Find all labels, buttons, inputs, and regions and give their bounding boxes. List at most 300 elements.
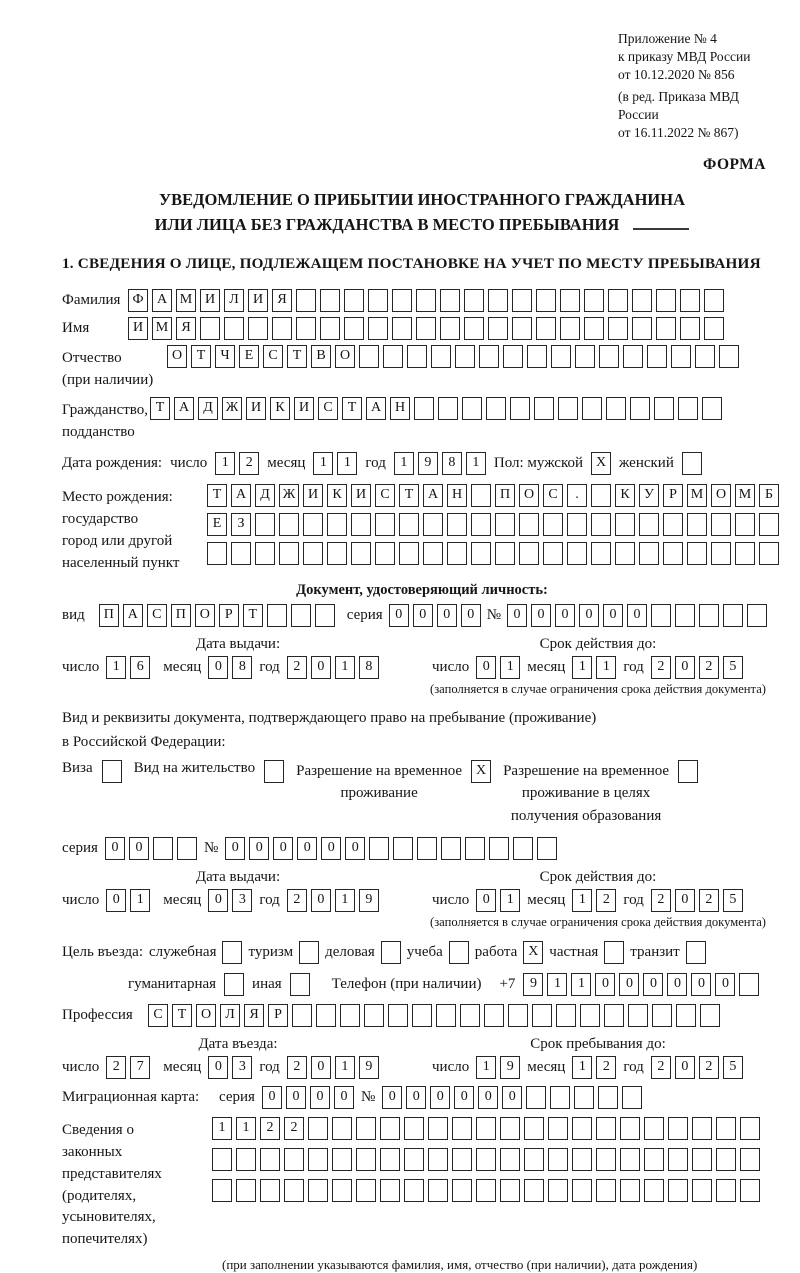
char-cell[interactable]: 1 [335,889,355,912]
char-cell[interactable]: 0 [105,837,125,860]
char-cell[interactable] [464,317,484,340]
char-cell[interactable]: 1 [500,889,520,912]
char-cell[interactable] [556,1004,576,1027]
char-cell[interactable]: 2 [239,452,259,475]
char-cell[interactable]: Т [287,345,307,368]
char-cell[interactable] [699,604,719,627]
char-cell[interactable] [264,760,284,783]
char-cell[interactable]: 5 [723,1056,743,1079]
char-cell[interactable]: 0 [595,973,615,996]
char-cell[interactable] [392,317,412,340]
char-cell[interactable] [608,317,628,340]
char-cell[interactable] [303,513,323,536]
char-cell[interactable]: Я [176,317,196,340]
char-cell[interactable] [551,345,571,368]
char-cell[interactable]: Ж [222,397,242,420]
char-cell[interactable]: С [543,484,563,507]
char-cell[interactable] [332,1148,352,1171]
char-cell[interactable]: 1 [571,973,591,996]
char-cell[interactable]: 0 [430,1086,450,1109]
char-cell[interactable] [359,345,379,368]
char-cell[interactable] [716,1179,736,1202]
char-cell[interactable] [682,452,702,475]
char-cell[interactable] [519,513,539,536]
char-cell[interactable] [608,289,628,312]
char-cell[interactable] [668,1148,688,1171]
char-cell[interactable] [369,837,389,860]
char-cell[interactable]: Р [268,1004,288,1027]
char-cell[interactable]: 0 [262,1086,282,1109]
char-cell[interactable] [428,1148,448,1171]
char-cell[interactable] [303,542,323,565]
char-cell[interactable]: 1 [335,656,355,679]
char-cell[interactable]: 0 [675,656,695,679]
char-cell[interactable]: Р [663,484,683,507]
char-cell[interactable]: 1 [335,1056,355,1079]
char-cell[interactable] [735,542,755,565]
char-cell[interactable]: 0 [507,604,527,627]
char-cell[interactable] [455,345,475,368]
char-cell[interactable] [462,397,482,420]
char-cell[interactable]: 1 [466,452,486,475]
char-cell[interactable]: 1 [130,889,150,912]
char-cell[interactable] [368,289,388,312]
char-cell[interactable]: 1 [313,452,333,475]
char-cell[interactable] [236,1148,256,1171]
char-cell[interactable] [495,513,515,536]
char-cell[interactable] [222,941,242,964]
char-cell[interactable] [356,1148,376,1171]
char-cell[interactable]: 0 [345,837,365,860]
char-cell[interactable]: И [303,484,323,507]
char-cell[interactable] [500,1148,520,1171]
char-cell[interactable] [332,1117,352,1140]
char-cell[interactable]: Л [224,289,244,312]
char-cell[interactable]: М [176,289,196,312]
char-cell[interactable] [711,542,731,565]
char-cell[interactable]: 2 [596,1056,616,1079]
char-cell[interactable] [663,513,683,536]
char-cell[interactable]: 0 [691,973,711,996]
char-cell[interactable] [723,604,743,627]
char-cell[interactable]: 2 [284,1117,304,1140]
char-cell[interactable] [153,837,173,860]
char-cell[interactable] [296,317,316,340]
char-cell[interactable]: Я [244,1004,264,1027]
char-cell[interactable] [604,941,624,964]
char-cell[interactable]: Т [207,484,227,507]
char-cell[interactable] [740,1117,760,1140]
char-cell[interactable] [572,1117,592,1140]
char-cell[interactable] [500,1117,520,1140]
char-cell[interactable] [716,1148,736,1171]
char-cell[interactable] [550,1086,570,1109]
char-cell[interactable] [231,542,251,565]
char-cell[interactable] [644,1148,664,1171]
char-cell[interactable] [512,317,532,340]
char-cell[interactable] [567,513,587,536]
char-cell[interactable]: 0 [667,973,687,996]
char-cell[interactable] [327,513,347,536]
char-cell[interactable] [224,317,244,340]
char-cell[interactable]: О [519,484,539,507]
char-cell[interactable]: Т [243,604,263,627]
char-cell[interactable] [452,1117,472,1140]
char-cell[interactable] [488,289,508,312]
char-cell[interactable] [632,289,652,312]
char-cell[interactable] [308,1148,328,1171]
char-cell[interactable]: И [128,317,148,340]
char-cell[interactable]: 2 [651,1056,671,1079]
char-cell[interactable]: X [523,941,543,964]
char-cell[interactable] [591,484,611,507]
char-cell[interactable] [534,397,554,420]
char-cell[interactable] [471,513,491,536]
char-cell[interactable]: А [366,397,386,420]
char-cell[interactable] [440,289,460,312]
char-cell[interactable] [308,1117,328,1140]
char-cell[interactable] [716,1117,736,1140]
char-cell[interactable]: А [174,397,194,420]
char-cell[interactable]: З [231,513,251,536]
char-cell[interactable] [524,1148,544,1171]
char-cell[interactable]: Т [150,397,170,420]
char-cell[interactable] [464,289,484,312]
char-cell[interactable] [414,397,434,420]
char-cell[interactable] [526,1086,546,1109]
char-cell[interactable]: О [195,604,215,627]
char-cell[interactable]: 1 [572,1056,592,1079]
char-cell[interactable]: О [335,345,355,368]
char-cell[interactable] [381,941,401,964]
char-cell[interactable] [284,1148,304,1171]
char-cell[interactable]: Н [390,397,410,420]
char-cell[interactable]: 0 [675,1056,695,1079]
char-cell[interactable] [344,317,364,340]
char-cell[interactable] [207,542,227,565]
char-cell[interactable] [513,837,533,860]
char-cell[interactable] [656,289,676,312]
char-cell[interactable] [663,542,683,565]
char-cell[interactable] [632,317,652,340]
char-cell[interactable]: К [615,484,635,507]
char-cell[interactable] [431,345,451,368]
char-cell[interactable]: 3 [232,1056,252,1079]
char-cell[interactable] [567,542,587,565]
char-cell[interactable]: Д [255,484,275,507]
char-cell[interactable] [584,289,604,312]
char-cell[interactable]: 0 [286,1086,306,1109]
char-cell[interactable] [327,542,347,565]
char-cell[interactable]: О [196,1004,216,1027]
char-cell[interactable]: И [351,484,371,507]
char-cell[interactable]: 0 [502,1086,522,1109]
char-cell[interactable] [224,973,244,996]
char-cell[interactable] [623,345,643,368]
char-cell[interactable]: А [152,289,172,312]
char-cell[interactable] [380,1117,400,1140]
char-cell[interactable]: 6 [130,656,150,679]
char-cell[interactable] [447,513,467,536]
char-cell[interactable] [356,1179,376,1202]
char-cell[interactable] [344,289,364,312]
char-cell[interactable]: 1 [476,1056,496,1079]
char-cell[interactable] [580,1004,600,1027]
char-cell[interactable] [692,1148,712,1171]
char-cell[interactable] [510,397,530,420]
char-cell[interactable] [320,317,340,340]
char-cell[interactable]: 2 [106,1056,126,1079]
char-cell[interactable]: 2 [287,889,307,912]
char-cell[interactable] [299,941,319,964]
char-cell[interactable]: 0 [129,837,149,860]
char-cell[interactable] [340,1004,360,1027]
char-cell[interactable] [704,289,724,312]
char-cell[interactable] [692,1117,712,1140]
char-cell[interactable] [596,1117,616,1140]
char-cell[interactable] [519,542,539,565]
char-cell[interactable]: 0 [208,1056,228,1079]
char-cell[interactable] [620,1117,640,1140]
char-cell[interactable]: 2 [699,1056,719,1079]
char-cell[interactable]: 1 [236,1117,256,1140]
char-cell[interactable]: 2 [596,889,616,912]
char-cell[interactable] [687,542,707,565]
char-cell[interactable] [678,760,698,783]
char-cell[interactable]: 0 [382,1086,402,1109]
char-cell[interactable]: Е [239,345,259,368]
char-cell[interactable] [536,317,556,340]
char-cell[interactable]: 0 [555,604,575,627]
char-cell[interactable]: 0 [627,604,647,627]
char-cell[interactable] [582,397,602,420]
char-cell[interactable] [417,837,437,860]
char-cell[interactable]: 0 [643,973,663,996]
char-cell[interactable]: 0 [297,837,317,860]
char-cell[interactable] [260,1148,280,1171]
char-cell[interactable] [438,397,458,420]
char-cell[interactable] [548,1117,568,1140]
char-cell[interactable] [428,1179,448,1202]
char-cell[interactable]: 0 [310,1086,330,1109]
char-cell[interactable]: Т [399,484,419,507]
char-cell[interactable]: 0 [311,889,331,912]
char-cell[interactable] [255,542,275,565]
char-cell[interactable] [615,513,635,536]
char-cell[interactable] [416,289,436,312]
char-cell[interactable] [399,542,419,565]
char-cell[interactable]: 0 [406,1086,426,1109]
char-cell[interactable]: 8 [442,452,462,475]
char-cell[interactable]: 0 [106,889,126,912]
char-cell[interactable] [536,289,556,312]
char-cell[interactable]: 0 [311,1056,331,1079]
char-cell[interactable] [488,317,508,340]
char-cell[interactable] [620,1179,640,1202]
char-cell[interactable] [680,289,700,312]
char-cell[interactable]: П [495,484,515,507]
char-cell[interactable]: 0 [208,889,228,912]
char-cell[interactable]: Е [207,513,227,536]
char-cell[interactable] [620,1148,640,1171]
char-cell[interactable]: 1 [596,656,616,679]
char-cell[interactable] [644,1179,664,1202]
char-cell[interactable]: 0 [249,837,269,860]
char-cell[interactable]: М [152,317,172,340]
char-cell[interactable] [428,1117,448,1140]
char-cell[interactable] [200,317,220,340]
char-cell[interactable]: 0 [334,1086,354,1109]
char-cell[interactable] [668,1179,688,1202]
char-cell[interactable]: 0 [579,604,599,627]
char-cell[interactable] [702,397,722,420]
char-cell[interactable] [524,1179,544,1202]
char-cell[interactable] [628,1004,648,1027]
char-cell[interactable] [656,317,676,340]
char-cell[interactable]: 0 [476,656,496,679]
char-cell[interactable] [255,513,275,536]
char-cell[interactable]: 1 [337,452,357,475]
char-cell[interactable]: X [591,452,611,475]
char-cell[interactable] [412,1004,432,1027]
char-cell[interactable]: Т [172,1004,192,1027]
char-cell[interactable] [591,513,611,536]
char-cell[interactable]: Р [219,604,239,627]
char-cell[interactable] [177,837,197,860]
char-cell[interactable]: 0 [603,604,623,627]
char-cell[interactable]: 0 [715,973,735,996]
char-cell[interactable] [695,345,715,368]
char-cell[interactable]: 1 [500,656,520,679]
char-cell[interactable] [527,345,547,368]
char-cell[interactable] [423,542,443,565]
char-cell[interactable]: 1 [394,452,414,475]
char-cell[interactable]: Л [220,1004,240,1027]
char-cell[interactable] [572,1179,592,1202]
char-cell[interactable] [639,542,659,565]
char-cell[interactable]: Д [198,397,218,420]
char-cell[interactable]: А [123,604,143,627]
char-cell[interactable] [711,513,731,536]
char-cell[interactable] [692,1179,712,1202]
char-cell[interactable] [584,317,604,340]
char-cell[interactable] [368,317,388,340]
char-cell[interactable]: А [423,484,443,507]
char-cell[interactable] [479,345,499,368]
char-cell[interactable] [292,1004,312,1027]
char-cell[interactable]: С [375,484,395,507]
char-cell[interactable]: 3 [232,889,252,912]
char-cell[interactable]: И [246,397,266,420]
char-cell[interactable] [548,1148,568,1171]
char-cell[interactable] [308,1179,328,1202]
char-cell[interactable]: 0 [273,837,293,860]
char-cell[interactable] [512,289,532,312]
char-cell[interactable]: С [318,397,338,420]
char-cell[interactable]: 0 [413,604,433,627]
char-cell[interactable] [500,1179,520,1202]
char-cell[interactable]: П [99,604,119,627]
char-cell[interactable] [447,542,467,565]
char-cell[interactable]: 0 [437,604,457,627]
char-cell[interactable] [630,397,650,420]
char-cell[interactable] [296,289,316,312]
char-cell[interactable] [575,345,595,368]
char-cell[interactable] [740,1179,760,1202]
char-cell[interactable] [739,973,759,996]
char-cell[interactable] [320,289,340,312]
char-cell[interactable] [719,345,739,368]
char-cell[interactable] [441,837,461,860]
char-cell[interactable] [543,513,563,536]
char-cell[interactable] [747,604,767,627]
char-cell[interactable] [380,1179,400,1202]
char-cell[interactable]: Ч [215,345,235,368]
char-cell[interactable]: С [148,1004,168,1027]
char-cell[interactable] [332,1179,352,1202]
char-cell[interactable] [440,317,460,340]
char-cell[interactable]: А [231,484,251,507]
char-cell[interactable]: 9 [418,452,438,475]
char-cell[interactable] [486,397,506,420]
char-cell[interactable] [392,289,412,312]
char-cell[interactable]: 8 [359,656,379,679]
char-cell[interactable]: 2 [260,1117,280,1140]
char-cell[interactable] [596,1148,616,1171]
char-cell[interactable] [622,1086,642,1109]
char-cell[interactable] [495,542,515,565]
char-cell[interactable] [416,317,436,340]
char-cell[interactable] [560,317,580,340]
char-cell[interactable]: О [711,484,731,507]
char-cell[interactable] [315,604,335,627]
char-cell[interactable]: . [567,484,587,507]
char-cell[interactable]: 2 [699,656,719,679]
char-cell[interactable] [686,941,706,964]
char-cell[interactable]: 0 [531,604,551,627]
char-cell[interactable] [599,345,619,368]
char-cell[interactable] [680,317,700,340]
char-cell[interactable] [383,345,403,368]
char-cell[interactable] [212,1148,232,1171]
char-cell[interactable]: Ж [279,484,299,507]
char-cell[interactable] [759,513,779,536]
char-cell[interactable]: 8 [232,656,252,679]
char-cell[interactable]: В [311,345,331,368]
char-cell[interactable] [476,1117,496,1140]
char-cell[interactable]: 1 [572,656,592,679]
char-cell[interactable] [380,1148,400,1171]
char-cell[interactable] [272,317,292,340]
char-cell[interactable]: 1 [215,452,235,475]
char-cell[interactable] [471,484,491,507]
char-cell[interactable]: 0 [461,604,481,627]
char-cell[interactable] [740,1148,760,1171]
char-cell[interactable] [452,1179,472,1202]
char-cell[interactable] [284,1179,304,1202]
char-cell[interactable] [604,1004,624,1027]
char-cell[interactable]: К [270,397,290,420]
char-cell[interactable] [532,1004,552,1027]
char-cell[interactable]: 1 [572,889,592,912]
char-cell[interactable]: 7 [130,1056,150,1079]
char-cell[interactable]: X [471,760,491,783]
char-cell[interactable]: М [735,484,755,507]
char-cell[interactable]: 1 [212,1117,232,1140]
char-cell[interactable]: 2 [651,656,671,679]
char-cell[interactable]: 9 [523,973,543,996]
char-cell[interactable] [651,604,671,627]
